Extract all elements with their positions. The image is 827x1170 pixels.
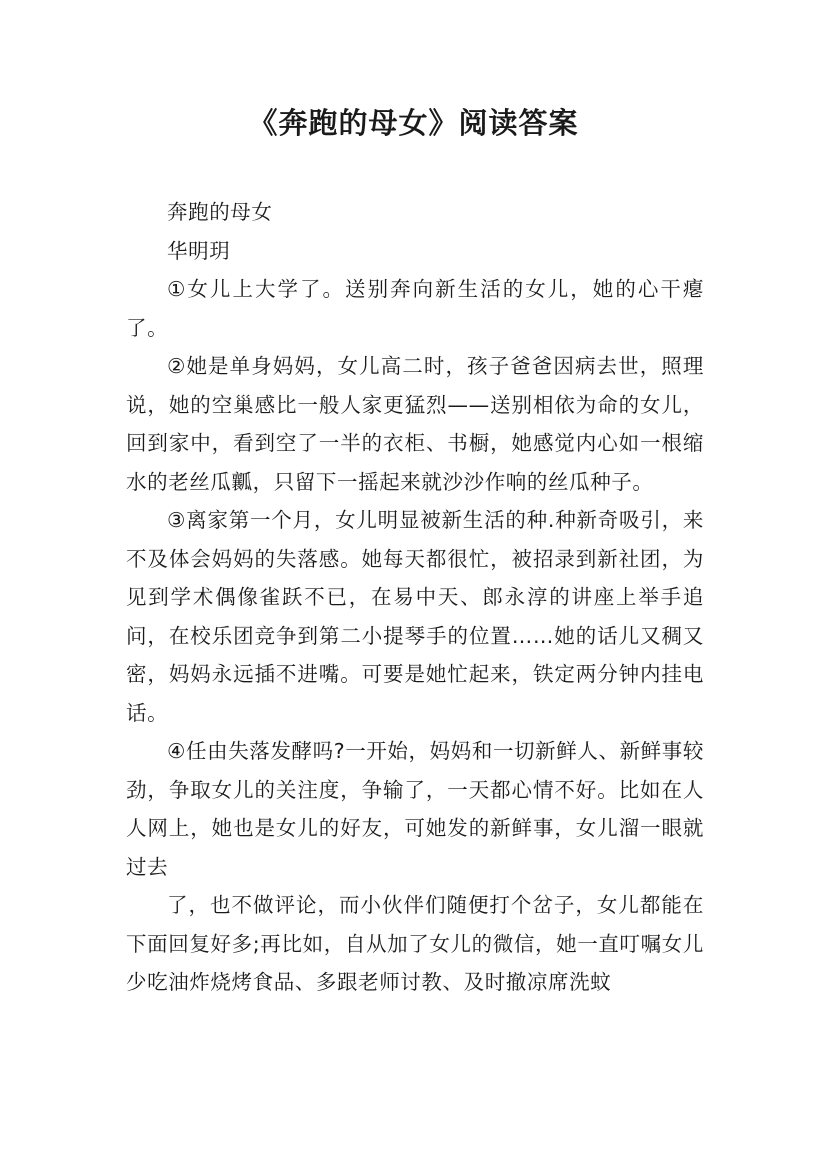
article-author: 华明玥 (167, 238, 231, 263)
paragraph-1: ①女儿上大学了。送别奔向新生活的女儿，她的心干瘪了。 (126, 277, 704, 340)
paragraph-3: ③离家第一个月，女儿明显被新生活的种.种新奇吸引，来不及体会妈妈的失落感。她每天都很忙，被招录到新社团，为见到学术偶像雀跃不已，在易中天、郎永淳的讲座上举手追问，在校乐团竞争到第二小提琴手的位置……她的话儿又稠又密，妈妈永远插不进嘴。可要是她忙起来，铁定两分钟内挂电话。 (126, 508, 704, 725)
article-title: 奔跑的母女 (167, 200, 273, 224)
article-body (126, 193, 704, 1002)
document-title: 《奔跑的母女》阅读答案 (248, 106, 579, 140)
paragraph-2: ②她是单身妈妈，女儿高二时，孩子爸爸因病去世，照理说，她的空巢感比一般人家更猛烈——送别相依为命的女儿，回到家中，看到空了一半的衣柜、书橱，她感觉内心如一根缩水的老丝瓜瓤，只留下一摇起来就沙沙作响的丝瓜种子。 (126, 354, 704, 494)
paragraph-5: 了，也不做评论，而小伙伴们随便打个岔子，女儿都能在下面回复好多;再比如，自从加了女儿的微信，她一直叮嘱女儿少吃油炸烧烤食品、多跟老师讨教、及时撤凉席洗蚊 (126, 893, 704, 994)
paragraph-4: ④任由失落发酵吗?一开始，妈妈和一切新鲜人、新鲜事较劲，争取女儿的关注度，争输了，一天都心情不好。比如在人人网上，她也是女儿的好友，可她发的新鲜事，女儿溜一眼就过去 (126, 739, 704, 879)
